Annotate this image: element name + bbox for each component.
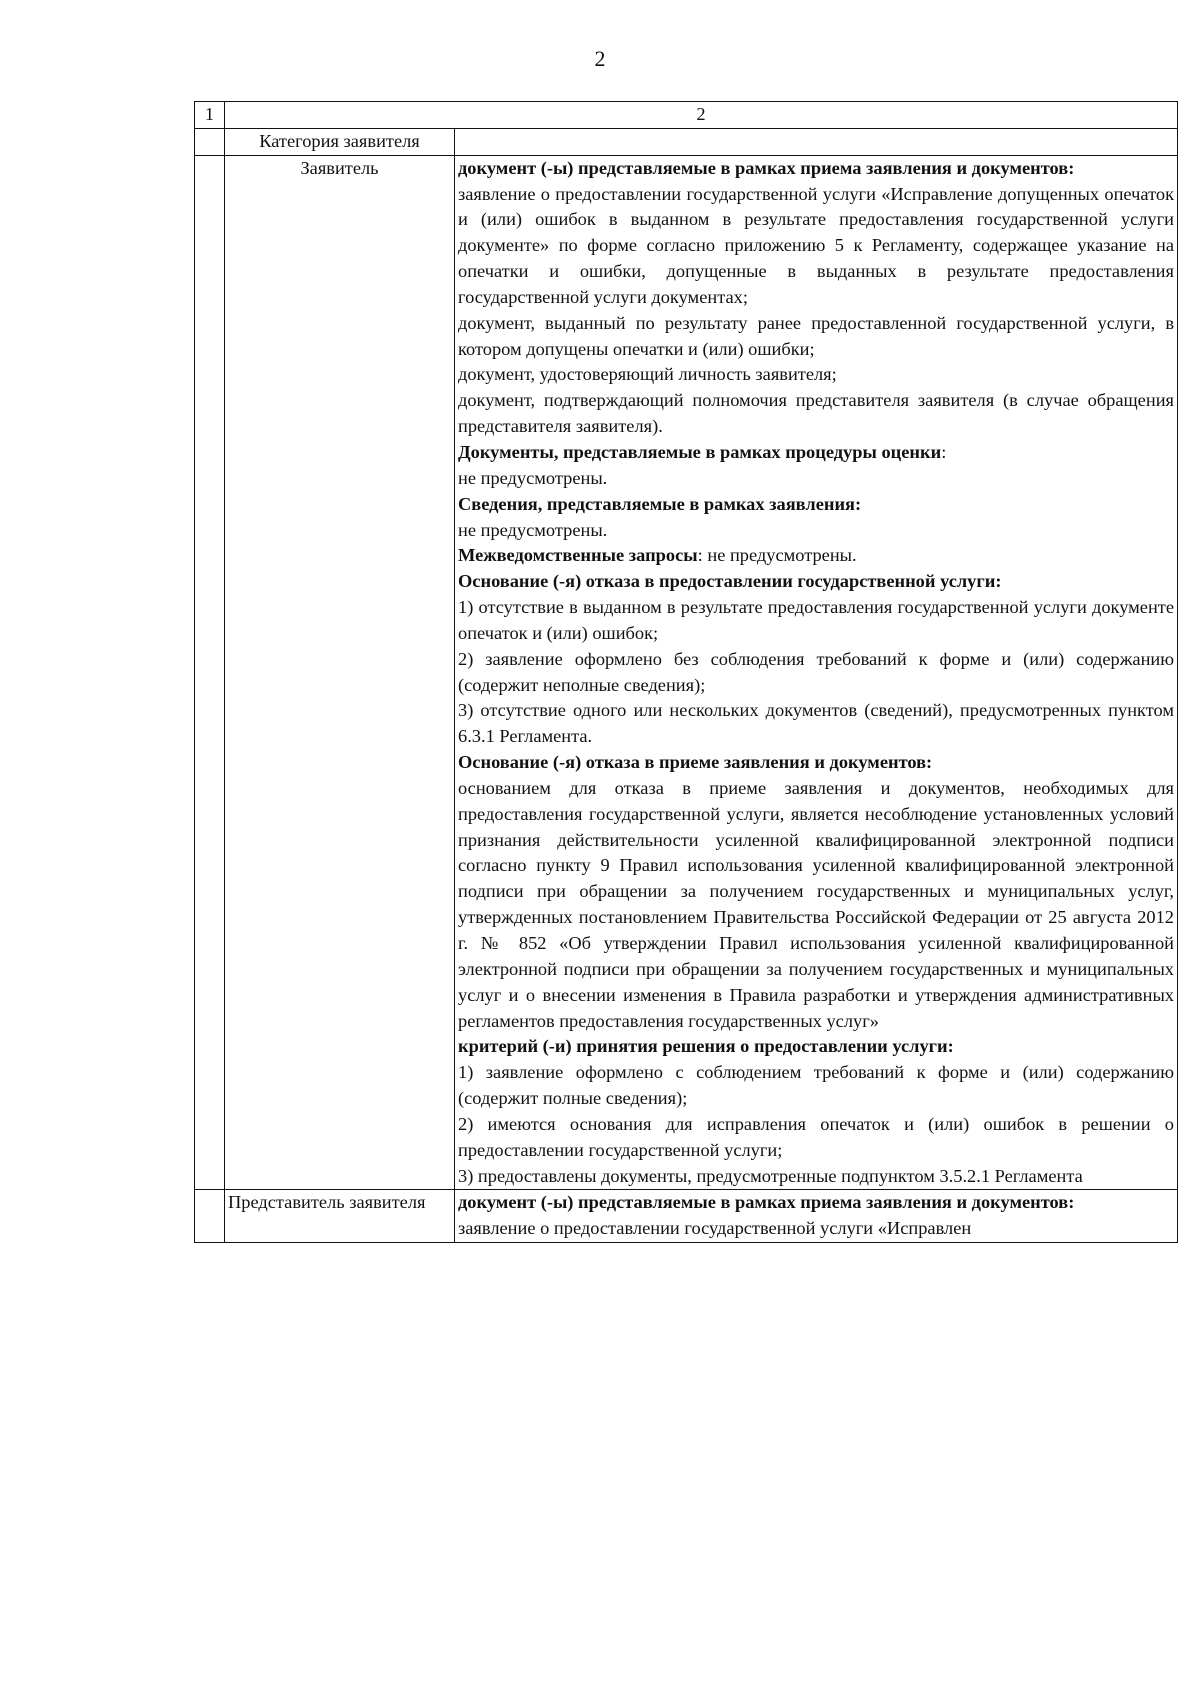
content-paragraph: [458, 1112, 1174, 1164]
content-paragraph: [458, 388, 1174, 440]
paragraph-text: 3) отсутствие одного или нескольких документов (сведений), предусмотренных пунктом 6.3.1 Регламента.: [458, 700, 1174, 747]
category-representative: Представитель заявителя: [225, 1190, 455, 1243]
paragraph-text: 2) заявление оформлено без соблюдения требований к форме и (или) содержанию (содержит неполные сведения);: [458, 648, 1174, 695]
content-paragraph: [458, 1164, 1174, 1190]
content-paragraph: [458, 1034, 1174, 1060]
paragraph-text: 1) отсутствие в выданном в результате предоставления государственной услуги документе опечаток и (или) ошибок;: [458, 597, 1174, 643]
paragraph-heading: Межведомственные запросы: [458, 545, 698, 566]
paragraph-text: заявление о предоставлении государственной услуги «Исправлен: [458, 1218, 972, 1239]
table-row-representative: [195, 1190, 1178, 1243]
paragraph-heading: документ (-ы) представляемые в рамках приема заявления и документов:: [458, 157, 1075, 178]
content-paragraph: [458, 1216, 1174, 1242]
paragraph-text: не предусмотрены.: [458, 467, 608, 488]
content-paragraph: [458, 182, 1174, 311]
paragraph-text: документ, подтверждающий полномочия представителя заявителя (в случае обращения представителя заявителя).: [458, 390, 1174, 437]
paragraph-heading: документ (-ы) представляемые в рамках приема заявления и документов:: [458, 1192, 1075, 1213]
content-paragraph: [458, 311, 1174, 363]
paragraph-heading: Основание (-я) отказа в приеме заявления и документов:: [458, 752, 933, 773]
content-paragraph: [458, 466, 1174, 492]
paragraph-text: 3) предоставлены документы, предусмотренные подпунктом 3.5.2.1 Регламента: [458, 1165, 1083, 1186]
paragraph-text: 2) имеются основания для исправления опечаток и (или) ошибок в решении о предоставлении государственной услуги;: [458, 1113, 1174, 1160]
paragraph-text: основанием для отказа в приеме заявления и документов, необходимых для предоставления государственной услуги, является несоблюдение установленных условий признания действительности усиленной квалифицированной электронной подписи согласно пункту 9 Правил использования усиленной квалифицированной электронной подписи при обращении за получением государственных и муниципальных услуг, утвержденных постановлением Правительства Российской Федерации от 25 августа 2012 г. № 852 «Об утверждении Правил использования усиленной квалифицированной электронной подписи при обращении за получением государственных и муниципальных услуг и о внесении изменения в Правила разработки и утверждения административных регламентов предоставления государственных услуг»: [458, 777, 1174, 1031]
paragraph-text: документ, удостоверяющий личность заявителя;: [458, 364, 837, 385]
empty-cell: [195, 1190, 225, 1243]
content-paragraph: [458, 776, 1174, 1034]
applicant-content: [455, 155, 1178, 1190]
column-number-row: [195, 102, 1178, 129]
representative-content: [455, 1190, 1178, 1243]
content-paragraph: [458, 1190, 1174, 1216]
empty-cell: [455, 128, 1178, 155]
category-header: Категория заявителя: [225, 128, 455, 155]
content-paragraph: [458, 518, 1174, 544]
content-paragraph: [458, 595, 1174, 647]
empty-cell: [195, 128, 225, 155]
content-paragraph: [458, 750, 1174, 776]
column-number-2: 2: [225, 102, 1178, 129]
column-number-1: 1: [195, 102, 225, 129]
content-paragraph: [458, 543, 1174, 569]
content-paragraph: [458, 698, 1174, 750]
paragraph-text: 1) заявление оформлено с соблюдением требований к форме и (или) содержанию (содержит полные сведения);: [458, 1062, 1174, 1109]
content-paragraph: [458, 1060, 1174, 1112]
content-paragraph: [458, 156, 1174, 182]
paragraph-heading: критерий (-и) принятия решения о предоставлении услуги:: [458, 1036, 954, 1057]
content-paragraph: [458, 362, 1174, 388]
paragraph-text: : не предусмотрены.: [697, 545, 857, 566]
content-paragraph: [458, 569, 1174, 595]
paragraph-text: документ, выданный по результату ранее предоставленной государственной услуги, в котором допущены опечатки и (или) ошибки;: [458, 312, 1174, 359]
content-paragraph: [458, 647, 1174, 699]
category-applicant: Заявитель: [225, 155, 455, 1190]
content-paragraph: [458, 492, 1174, 518]
paragraph-heading: Сведения, представляемые в рамках заявления:: [458, 493, 862, 514]
paragraph-heading: Документы, представляемые в рамках процедуры оценки: [458, 441, 942, 462]
category-header-row: [195, 128, 1178, 155]
page-number: 2: [594, 46, 606, 71]
empty-cell: [195, 155, 225, 1190]
content-paragraph: [458, 440, 1174, 466]
paragraph-text: :: [941, 441, 947, 462]
paragraph-heading: Основание (-я) отказа в предоставлении государственной услуги:: [458, 571, 1002, 592]
table-row-applicant: [195, 155, 1178, 1190]
paragraph-text: не предусмотрены.: [458, 519, 608, 540]
services-table: [194, 101, 1178, 1243]
paragraph-text: заявление о предоставлении государственной услуги «Исправление допущенных опечаток и (или) ошибок в выданном в результате предоставления государственной услуги документе» по форме согласно приложению 5 к Регламенту, содержащее указание на опечатки и ошибки, допущенные в выданных в результате предоставления государственной услуги документах;: [458, 183, 1174, 307]
